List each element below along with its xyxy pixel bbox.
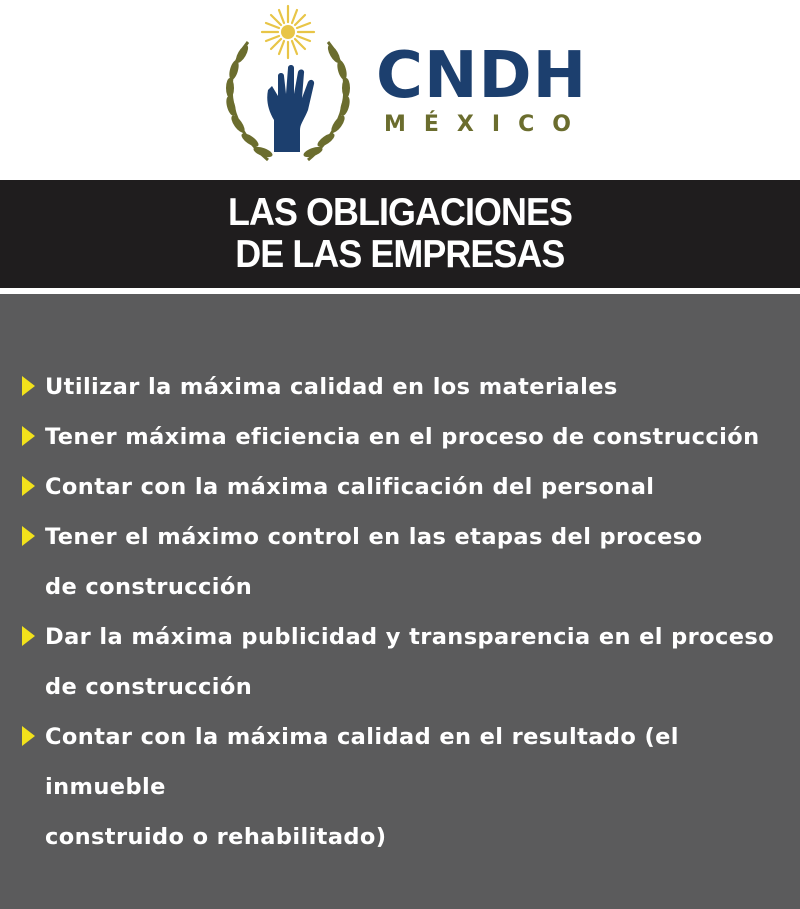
list-item-text: Utilizar la máxima calidad en los materiales xyxy=(45,374,618,400)
list-item-text-line-1: Tener el máximo control en las etapas del proceso xyxy=(45,524,703,550)
title-band xyxy=(0,180,800,288)
obligations-list xyxy=(0,362,800,862)
list-item-text-line-1: Dar la máxima publicidad y transparencia en el proceso xyxy=(45,624,775,650)
list-item-text: Tener máxima eficiencia en el proceso de construcción xyxy=(45,424,760,450)
bullet-arrow-icon xyxy=(22,476,35,496)
list-item-text-line-2: de construcción xyxy=(45,574,253,600)
bullet-arrow-icon xyxy=(22,726,35,746)
brand-country: MÉXICO xyxy=(384,112,589,137)
list-item-text-line-1: Contar con la máxima calidad en el resultado (el inmueble xyxy=(45,724,679,800)
bullet-arrow-icon xyxy=(22,526,35,546)
list-item xyxy=(0,412,800,462)
brand-name: CNDH xyxy=(376,39,588,113)
title-line-2: DE LAS EMPRESAS xyxy=(235,233,565,276)
bullet-arrow-icon xyxy=(22,626,35,646)
list-item-text-line-2: construido o rehabilitado) xyxy=(45,824,387,850)
cndh-emblem-icon xyxy=(208,2,368,172)
list-item xyxy=(0,362,800,412)
list-item xyxy=(0,612,800,712)
list-item xyxy=(0,712,800,862)
list-item xyxy=(0,512,800,612)
list-item-text-line-2: de construcción xyxy=(45,674,253,700)
bullet-arrow-icon xyxy=(22,426,35,446)
content-panel xyxy=(0,294,800,909)
list-item xyxy=(0,462,800,512)
list-item-text: Contar con la máxima calificación del personal xyxy=(45,474,655,500)
header xyxy=(0,0,800,180)
bullet-arrow-icon xyxy=(22,376,35,396)
title-line-1: LAS OBLIGACIONES xyxy=(227,191,573,234)
